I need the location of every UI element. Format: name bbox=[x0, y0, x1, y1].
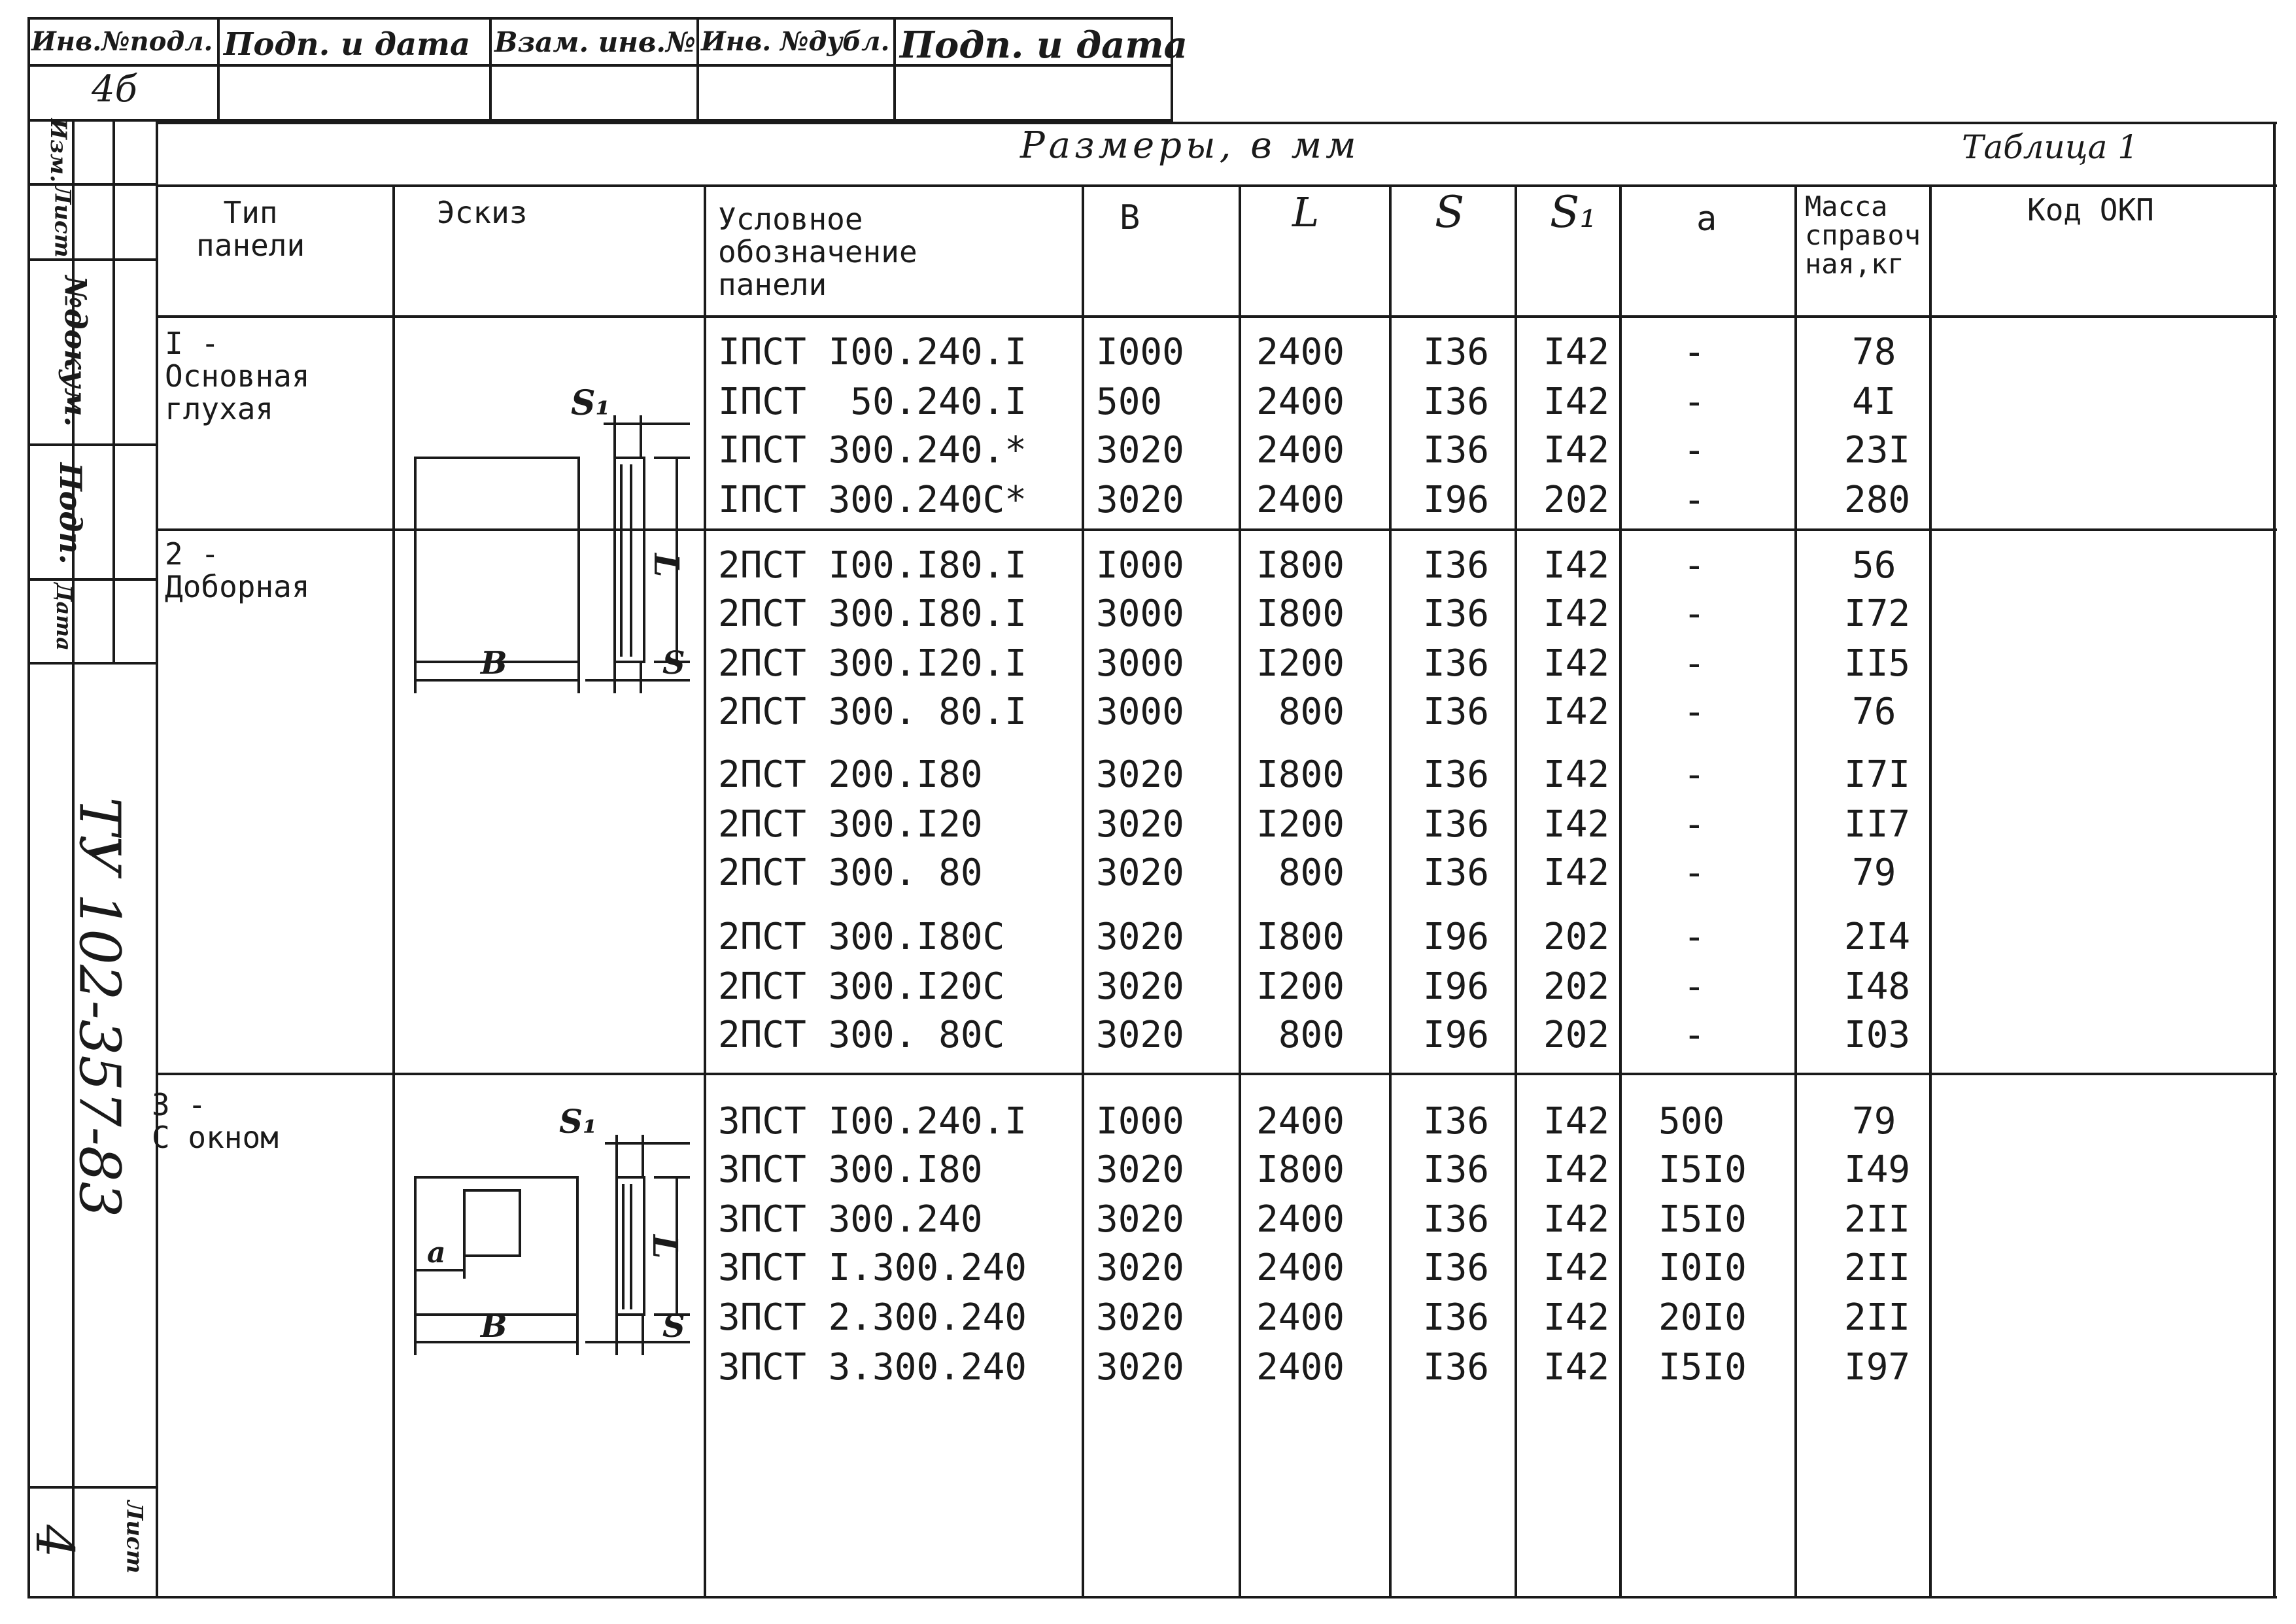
cell-a: - bbox=[1683, 593, 1705, 635]
cell-s: I36 bbox=[1423, 593, 1490, 635]
cell-b: I000 bbox=[1096, 331, 1184, 373]
cell-designation: 2ПСТ 300. 80С bbox=[718, 1014, 1005, 1056]
cell-l: 800 bbox=[1278, 852, 1345, 894]
cell-s1: 202 bbox=[1543, 965, 1610, 1008]
cell-b: 3020 bbox=[1096, 852, 1184, 894]
sheet-label: Лист bbox=[121, 1500, 148, 1574]
cell-designation: 2ПСТ 300.I20.I bbox=[718, 642, 1027, 685]
cell-s1: I42 bbox=[1543, 691, 1610, 733]
cell-a: - bbox=[1683, 753, 1705, 796]
cell-mass: 79 bbox=[1852, 852, 1896, 894]
cell-s1: I42 bbox=[1543, 642, 1610, 685]
cell-a: - bbox=[1683, 479, 1705, 521]
cell-l: I800 bbox=[1256, 1149, 1345, 1191]
sketch-window-label-s1: S₁ bbox=[559, 1102, 598, 1141]
cell-a: - bbox=[1683, 965, 1705, 1008]
cell-l: 2400 bbox=[1256, 1247, 1345, 1289]
cell-b: 3020 bbox=[1096, 1149, 1184, 1191]
cell-a: - bbox=[1683, 1014, 1705, 1056]
cell-s1: 202 bbox=[1543, 916, 1610, 958]
cell-s1: I42 bbox=[1543, 331, 1610, 373]
cell-l: 2400 bbox=[1256, 331, 1345, 373]
cell-a: - bbox=[1683, 331, 1705, 373]
cell-s: I36 bbox=[1423, 1198, 1490, 1241]
cell-mass: 2II bbox=[1844, 1198, 1911, 1241]
cell-s: I36 bbox=[1423, 691, 1490, 733]
cell-mass: I48 bbox=[1844, 965, 1911, 1008]
cell-s: I36 bbox=[1423, 803, 1490, 846]
sketch-blind-label-s: S bbox=[662, 645, 685, 682]
cell-mass: I49 bbox=[1844, 1149, 1911, 1191]
sketch-window-label-a: а bbox=[427, 1236, 446, 1270]
cell-s1: 202 bbox=[1543, 1014, 1610, 1056]
cell-a: I5I0 bbox=[1658, 1149, 1747, 1191]
cell-b: 3020 bbox=[1096, 1296, 1184, 1339]
stamp-header-sign-date: Подп. и дата bbox=[224, 26, 471, 63]
cell-s1: I42 bbox=[1543, 1346, 1610, 1389]
cell-designation: 3ПСТ 300.I80 bbox=[718, 1149, 983, 1191]
cell-s: I36 bbox=[1423, 1100, 1490, 1143]
cell-b: I000 bbox=[1096, 544, 1184, 587]
cell-l: I200 bbox=[1256, 803, 1345, 846]
sketch-window-label-s: S bbox=[662, 1308, 685, 1345]
cell-mass: 76 bbox=[1852, 691, 1896, 733]
cell-b: I000 bbox=[1096, 1100, 1184, 1143]
cell-s1: I42 bbox=[1543, 381, 1610, 423]
cell-mass: I72 bbox=[1844, 593, 1911, 635]
cell-l: 2400 bbox=[1256, 381, 1345, 423]
header-s: S bbox=[1435, 187, 1465, 237]
cell-l: 2400 bbox=[1256, 429, 1345, 472]
cell-a: - bbox=[1683, 381, 1705, 423]
cell-a: - bbox=[1683, 544, 1705, 587]
cell-a: - bbox=[1683, 852, 1705, 894]
cell-s1: I42 bbox=[1543, 753, 1610, 796]
cell-s1: 202 bbox=[1543, 479, 1610, 521]
cell-mass: 79 bbox=[1852, 1100, 1896, 1143]
cell-mass: 78 bbox=[1852, 331, 1896, 373]
cell-designation: 2ПСТ 300. 80 bbox=[718, 852, 983, 894]
cell-s: I36 bbox=[1423, 381, 1490, 423]
sketch-blind-label-s1: S₁ bbox=[571, 383, 611, 423]
cell-s: I36 bbox=[1423, 1346, 1490, 1389]
cell-designation: 3ПСТ I.300.240 bbox=[718, 1247, 1027, 1289]
cell-l: 2400 bbox=[1256, 1346, 1345, 1389]
cell-s1: I42 bbox=[1543, 429, 1610, 472]
cell-l: I800 bbox=[1256, 593, 1345, 635]
header-mass: Масса справоч ная,кг bbox=[1805, 190, 1921, 280]
cell-a: - bbox=[1683, 691, 1705, 733]
cell-b: 3000 bbox=[1096, 691, 1184, 733]
cell-s: I96 bbox=[1423, 965, 1490, 1008]
cell-s1: I42 bbox=[1543, 803, 1610, 846]
cell-mass: I97 bbox=[1844, 1346, 1911, 1389]
cell-b: 3020 bbox=[1096, 1014, 1184, 1056]
cell-designation: 2ПСТ 300.I80.I bbox=[718, 593, 1027, 635]
sketch-window-label-l: L bbox=[645, 1235, 685, 1259]
side-stamp-change: Изм. bbox=[44, 118, 71, 182]
cell-mass: I7I bbox=[1844, 753, 1911, 796]
stamp-inv-value: 4б bbox=[92, 68, 137, 111]
cell-designation: IПСТ 300.240.* bbox=[718, 429, 1027, 472]
side-stamp-doc-num: №докум. bbox=[58, 275, 94, 427]
cell-s1: I42 bbox=[1543, 544, 1610, 587]
document-code: ТУ 102-357-83 bbox=[66, 797, 132, 1218]
cell-l: 2400 bbox=[1256, 1198, 1345, 1241]
cell-s: I36 bbox=[1423, 429, 1490, 472]
cell-designation: 2ПСТ 200.I80 bbox=[718, 753, 983, 796]
header-b: В bbox=[1120, 198, 1140, 237]
header-type: Тип панели bbox=[196, 195, 305, 263]
cell-b: 3020 bbox=[1096, 803, 1184, 846]
cell-l: I200 bbox=[1256, 642, 1345, 685]
stamp-header-dup-inv: Инв. №дубл. bbox=[701, 26, 890, 57]
header-s1: S₁ bbox=[1550, 187, 1597, 237]
cell-s: I36 bbox=[1423, 753, 1490, 796]
sketch-blind-panel bbox=[396, 366, 710, 706]
group-label-main: I - Основная глухая bbox=[165, 326, 310, 426]
cell-s: I36 bbox=[1423, 642, 1490, 685]
cell-a: - bbox=[1683, 429, 1705, 472]
cell-mass: II7 bbox=[1844, 803, 1911, 846]
cell-b: 3020 bbox=[1096, 1247, 1184, 1289]
cell-mass: 2II bbox=[1844, 1247, 1911, 1289]
cell-designation: IПСТ I00.240.I bbox=[718, 331, 1027, 373]
stamp-header-inv-orig: Инв.№подл. bbox=[31, 26, 213, 57]
header-okp: Код ОКП bbox=[2027, 192, 2154, 228]
cell-a: 500 bbox=[1658, 1100, 1725, 1143]
cell-a: - bbox=[1683, 803, 1705, 846]
table-label: Таблица 1 bbox=[1962, 128, 2139, 166]
side-stamp-date: Дата bbox=[51, 583, 77, 651]
cell-l: 800 bbox=[1278, 1014, 1345, 1056]
cell-s: I36 bbox=[1423, 544, 1490, 587]
stamp-header-sign-date-2: Подп. и дата bbox=[900, 24, 1188, 67]
group-label-additional: 2 - Доборная bbox=[165, 536, 310, 604]
cell-designation: 2ПСТ I00.I80.I bbox=[718, 544, 1027, 587]
cell-designation: 3ПСТ 2.300.240 bbox=[718, 1296, 1027, 1339]
cell-l: I800 bbox=[1256, 753, 1345, 796]
cell-b: 3000 bbox=[1096, 593, 1184, 635]
cell-s1: I42 bbox=[1543, 1100, 1610, 1143]
cell-designation: 3ПСТ 300.240 bbox=[718, 1198, 983, 1241]
cell-s1: I42 bbox=[1543, 593, 1610, 635]
cell-s: I36 bbox=[1423, 1149, 1490, 1191]
cell-s: I36 bbox=[1423, 1247, 1490, 1289]
cell-a: I5I0 bbox=[1658, 1198, 1747, 1241]
cell-mass: 2I4 bbox=[1844, 916, 1911, 958]
cell-a: 20I0 bbox=[1658, 1296, 1747, 1339]
cell-s: I96 bbox=[1423, 916, 1490, 958]
cell-b: 500 bbox=[1096, 381, 1163, 423]
cell-l: 2400 bbox=[1256, 1296, 1345, 1339]
sketch-blind-label-b: В bbox=[481, 645, 507, 682]
cell-designation: 3ПСТ 3.300.240 bbox=[718, 1346, 1027, 1389]
stamp-header-replace-inv: Взам. инв.№ bbox=[494, 26, 696, 58]
cell-b: 3020 bbox=[1096, 1198, 1184, 1241]
cell-b: 3020 bbox=[1096, 429, 1184, 472]
cell-b: 3020 bbox=[1096, 479, 1184, 521]
cell-l: I800 bbox=[1256, 916, 1345, 958]
cell-s1: I42 bbox=[1543, 1247, 1610, 1289]
header-sketch: Эскиз bbox=[437, 195, 528, 230]
header-a: а bbox=[1696, 199, 1717, 239]
cell-s1: I42 bbox=[1543, 1149, 1610, 1191]
group-label-window: 3 - С окном bbox=[152, 1087, 279, 1155]
table-title: Размеры, в мм bbox=[1020, 124, 1360, 167]
cell-designation: 2ПСТ 300. 80.I bbox=[718, 691, 1027, 733]
cell-a: - bbox=[1683, 916, 1705, 958]
cell-mass: II5 bbox=[1844, 642, 1911, 685]
cell-designation: 2ПСТ 300.I20С bbox=[718, 965, 1005, 1008]
cell-mass: 56 bbox=[1852, 544, 1896, 587]
cell-mass: 2II bbox=[1844, 1296, 1911, 1339]
cell-s: I36 bbox=[1423, 852, 1490, 894]
cell-s: I96 bbox=[1423, 479, 1490, 521]
sketch-blind-label-l: L bbox=[646, 553, 686, 578]
cell-mass: 23I bbox=[1844, 429, 1911, 472]
cell-b: 3020 bbox=[1096, 753, 1184, 796]
cell-s: I36 bbox=[1423, 331, 1490, 373]
cell-l: 800 bbox=[1278, 691, 1345, 733]
cell-b: 3020 bbox=[1096, 916, 1184, 958]
cell-a: I5I0 bbox=[1658, 1346, 1747, 1389]
cell-mass: I03 bbox=[1844, 1014, 1911, 1056]
cell-s1: I42 bbox=[1543, 1296, 1610, 1339]
cell-l: 2400 bbox=[1256, 1100, 1345, 1143]
header-designation: Условное обозначение панели bbox=[718, 201, 917, 302]
cell-s1: I42 bbox=[1543, 1198, 1610, 1241]
cell-designation: 2ПСТ 300.I20 bbox=[718, 803, 983, 846]
cell-designation: IПСТ 300.240С* bbox=[718, 479, 1027, 521]
cell-designation: 3ПСТ I00.240.I bbox=[718, 1100, 1027, 1143]
cell-a: - bbox=[1683, 642, 1705, 685]
cell-b: 3000 bbox=[1096, 642, 1184, 685]
cell-l: I800 bbox=[1256, 544, 1345, 587]
cell-mass: 4I bbox=[1852, 381, 1896, 423]
cell-l: 2400 bbox=[1256, 479, 1345, 521]
sketch-window-panel bbox=[396, 1086, 710, 1387]
cell-mass: 280 bbox=[1844, 479, 1911, 521]
sheet-number: 4 bbox=[24, 1525, 85, 1558]
cell-designation: 2ПСТ 300.I80С bbox=[718, 916, 1005, 958]
cell-designation: IПСТ 50.240.I bbox=[718, 381, 1027, 423]
side-stamp-sheet: Лист bbox=[49, 184, 76, 258]
side-stamp-sign: Подп. bbox=[52, 462, 88, 564]
header-l: L bbox=[1292, 188, 1320, 236]
cell-s: I36 bbox=[1423, 1296, 1490, 1339]
cell-s1: I42 bbox=[1543, 852, 1610, 894]
cell-s: I96 bbox=[1423, 1014, 1490, 1056]
cell-a: I0I0 bbox=[1658, 1247, 1747, 1289]
cell-b: 3020 bbox=[1096, 1346, 1184, 1389]
cell-b: 3020 bbox=[1096, 965, 1184, 1008]
sketch-window-label-b: В bbox=[481, 1308, 507, 1345]
cell-l: I200 bbox=[1256, 965, 1345, 1008]
